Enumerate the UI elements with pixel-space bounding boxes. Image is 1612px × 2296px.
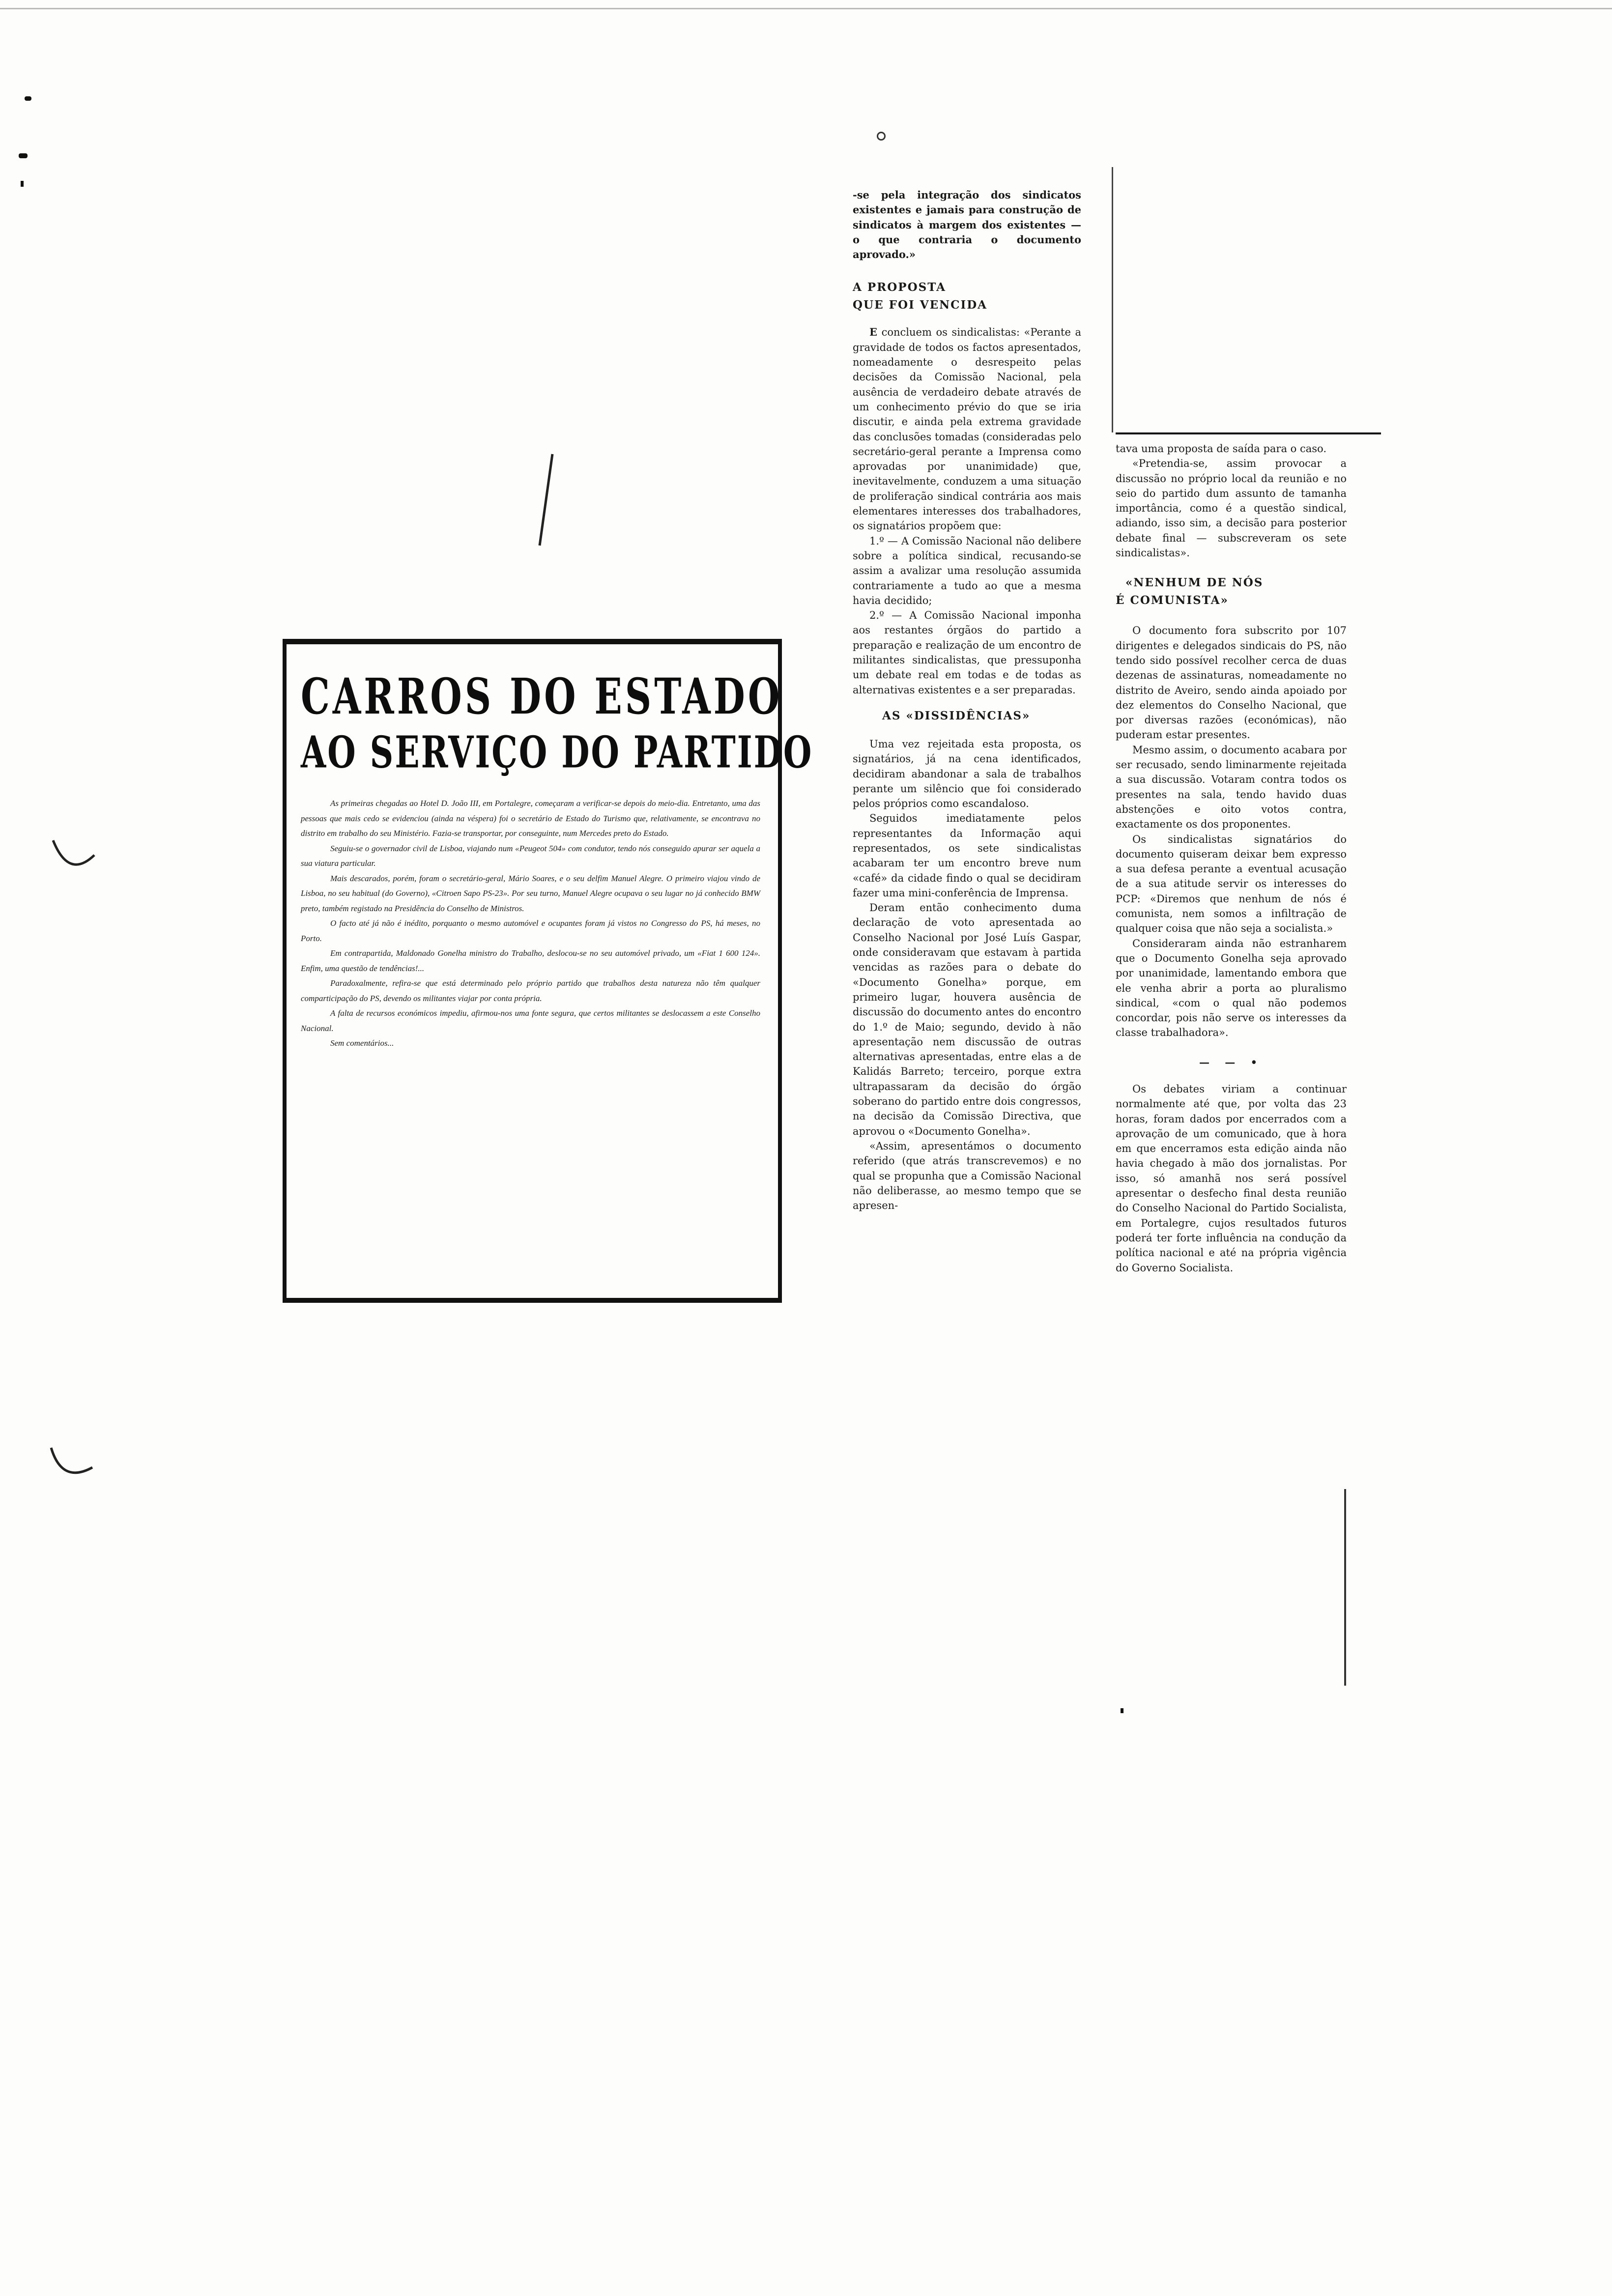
- punch-hole-mark-upper: [49, 835, 98, 875]
- paragraph-text: concluem os sindicalistas: «Perante a gravidade de todos os factos apresentados, nomeadamente o desrespeito pelas decisões da Comissão Nacional, pela ausência de verdadeiro debate através de um conhecimento prévio do que se iria discutir, e ainda pela extrema gravidade das conclusões tomadas (consideradas pelo secretário-geral perante a Imprensa como aprovadas por unanimidade) que, inevitavelmente, conduzem a uma situação de proliferação sindical contrária aos mais elementares interesses dos trabalhadores, os signatários propõem que:: [853, 326, 1081, 532]
- paragraph-debates: Os debates viriam a continuar normalmente até que, por volta das 23 horas, foram dados por encerrados com a aprovação de um comunicado, que à hora em que encerramos esta edição ainda não havia chegado à mão dos jornalistas. Por isso, só amanhã nos será possível apresentar o desfecho final desta reunião do Conselho Nacional do Partido Socialista, em Portalegre, cujos resultados futuros poderá ter forte influência na condução da política nacional e até na própria vigência do Governo Socialista.: [1116, 1083, 1347, 1274]
- section-heading-line: QUE FOI VENCIDA: [853, 298, 988, 312]
- paragraph-seguidos: Seguidos imediatamente pelos representantes da Informação aqui representados, os sete sindicalistas acabaram ter um encontro breve num «café» da cidade findo o qual se decidiram fazer uma mini-conferência de Imprensa.: [853, 812, 1081, 899]
- margin-mark-dash: [25, 96, 31, 101]
- box-paragraph: Mais descarados, porém, foram o secretário-geral, Mário Soares, e o seu delfim Manuel Alegre. O primeiro viajou vindo de Lisboa, no seu habitual (do Governo), «Citroen Sapo PS-23». Por seu turno, Manuel Alegre ocupava o seu lugar no já conhecido BMW preto, também registado na Presidência do Conselho de Ministros.: [301, 873, 760, 913]
- article-column-left: [853, 188, 1081, 1213]
- paragraph-sindicalistas: Os sindicalistas signatários do documento quiseram deixar bem expresso a sua defesa perante a eventual acusação de a sua atitude servir os interesses do PCP: «Diremos que nenhum de nós é comunista, nem somos a infiltração de qualquer coisa que não seja a socialista.»: [1116, 833, 1347, 935]
- section-heading-line: «NENHUM DE NÓS: [1125, 576, 1264, 590]
- paragraph-deram: Deram então conhecimento duma declaração de voto apresentada ao Conselho Nacional por José Luís Gaspar, onde consideravam que estavam à partida vencidas as razões para o debate do «Documento Gonelha» porque, em primeiro lugar, houvera ausência de discussão do documento antes do encontro do 1.º de Maio; segundo, devido à não apresentação nem discussão de outras alternativas apresentadas, entre elas a de Kalidás Barreto; terceiro, porque extra ultrapassaram da decisão do órgão soberano do partido entre dois congressos, na decisão da Comissão Directiva, que aprovou o «Documento Gonelha».: [853, 902, 1081, 1137]
- margin-mark-dot: [21, 181, 24, 187]
- box-paragraph: Paradoxalmente, refira-se que está determinado pelo próprio partido que trabalhos desta natureza não têm qualquer comparticipação do PS, devendo os militantes viajar por conta própria.: [301, 978, 760, 1003]
- box-paragraph: A falta de recursos económicos impediu, afirmou-nos uma fonte segura, que certos militantes se deslocassem a este Conselho Nacional.: [301, 1008, 760, 1033]
- paragraph-consideraram: Consideraram ainda não estranharem que o Documento Gonelha seja aprovado por unanimidade, lamentando embora que ele venha abrir a porta ao pluralismo sindical, «com o qual não podemos concordar, pois não serve os interesses da classe trabalhadora».: [1116, 937, 1347, 1039]
- section-heading-line: A PROPOSTA: [853, 281, 946, 294]
- page-bottom-dot: [1121, 1708, 1123, 1713]
- paragraph-uma: Uma vez rejeitada esta proposta, os signatários, já na cena identificados, decidiram abandonar a sala de trabalhos perante um silêncio que foi considerado pelos próprios como escandaloso.: [853, 738, 1081, 810]
- box-title-line1: CARROS DO ESTADO: [301, 668, 783, 726]
- box-paragraph: Seguiu-se o governador civil de Lisboa, viajando num «Peugeot 504» com condutor, tendo nós conseguido apurar ser aquela a sua viatura particular.: [301, 843, 760, 868]
- paragraph-tava: tava uma proposta de saída para o caso.: [1116, 443, 1326, 455]
- paragraph-mesmo: Mesmo assim, o documento acabara por ser recusado, sendo liminarmente rejeitada a sua discussão. Votaram contra todos os presentes na sala, tendo havido duas abstenções e oito votos contra, exactamente os dos proponentes.: [1116, 744, 1347, 831]
- proposal-item-2: 2.º — A Comissão Nacional imponha aos restantes órgãos do partido a preparação e realização de um encontro de militantes sindicalistas, que pressuponha um debate real em todas e de todas as alternativas existentes e a ser preparadas.: [853, 609, 1081, 696]
- clipping-edge-top-right: [1116, 432, 1381, 434]
- clipping-edge-vertical: [1112, 167, 1113, 432]
- section-divider: — — •: [1199, 1056, 1264, 1068]
- proposal-item-1: 1.º — A Comissão Nacional não delibere sobre a política sindical, recusando-se assim a avalizar uma resolução assumida contrariamente a tudo ao que a mesma havia decidido;: [853, 535, 1081, 606]
- article-column-right: [1116, 441, 1347, 1275]
- box-paragraph: Em contrapartida, Maldonado Gonelha ministro do Trabalho, deslocou-se no seu automóvel privado, um «Fiat 1 600 124». Enfim, uma questão de tendências!...: [301, 948, 760, 973]
- section-heading-line: É COMUNISTA»: [1116, 594, 1229, 607]
- paragraph-assim: «Assim, apresentámos o documento referido (que atrás transcrevemos) e no qual se propunha que a Comissão Nacional não deliberasse, ao mesmo tempo que se apresen-: [853, 1140, 1081, 1212]
- box-paragraph: O facto até já não é inédito, porquanto o mesmo automóvel e ocupantes foram já vistos no Congresso do PS, há meses, no Porto.: [301, 918, 760, 943]
- section-heading-nenhum: [1116, 574, 1347, 609]
- clipping-edge-bottom-right: [1344, 1489, 1346, 1686]
- margin-mark-arrow: [19, 153, 28, 158]
- section-heading-proposta: [853, 279, 1081, 314]
- pen-stroke: [536, 452, 555, 550]
- paragraph-initial: E: [869, 326, 878, 339]
- page-top-dot: [877, 132, 886, 141]
- paragraph-documento: O documento fora subscrito por 107 dirigentes e delegados sindicais do PS, não tendo sido possível recolher cerca de duas dezenas de assinaturas, nomeadamente no distrito de Aveiro, sendo ainda apoiado por dez elementos do Conselho Nacional, que por diversas razões (económicas), não puderam estar presentes.: [1116, 625, 1347, 741]
- column-intro-text: -se pela integração dos sindicatos existentes e jamais para construção de sindicatos à margem dos existentes — o que contraria o documento aprovado.»: [853, 189, 1081, 261]
- punch-hole-mark-lower: [47, 1445, 96, 1484]
- box-title-line2: AO SERVIÇO DO PARTIDO: [301, 726, 813, 778]
- section-heading-dissidencias: AS «DISSIDÊNCIAS»: [882, 709, 1031, 722]
- paragraph-pretendia: «Pretendia-se, assim provocar a discussão no próprio local da reunião e no seio do partido dum assunto de tamanha importância, como é a questão sindical, adiando, isso sim, a decisão para posterior debate final — subscreveram os sete sindicalistas».: [1116, 458, 1347, 559]
- box-paragraph: As primeiras chegadas ao Hotel D. João III, em Portalegre, começaram a verificar-se depois do meio-dia. Entretanto, uma das pessoas que mais cedo se evidenciou (ainda na véspera) foi o secretário de Estado do Turismo que, relativamente, se encontrava no distrito em trabalho do seu Ministério. Fazia-se transportar, por conseguinte, num Mercedes preto do Estado.: [301, 799, 760, 838]
- box-paragraph: Sem comentários...: [330, 1038, 394, 1048]
- box-body: [301, 796, 760, 1051]
- paragraph-concluem: [853, 325, 1081, 533]
- scan-top-edge-line: [0, 8, 1612, 9]
